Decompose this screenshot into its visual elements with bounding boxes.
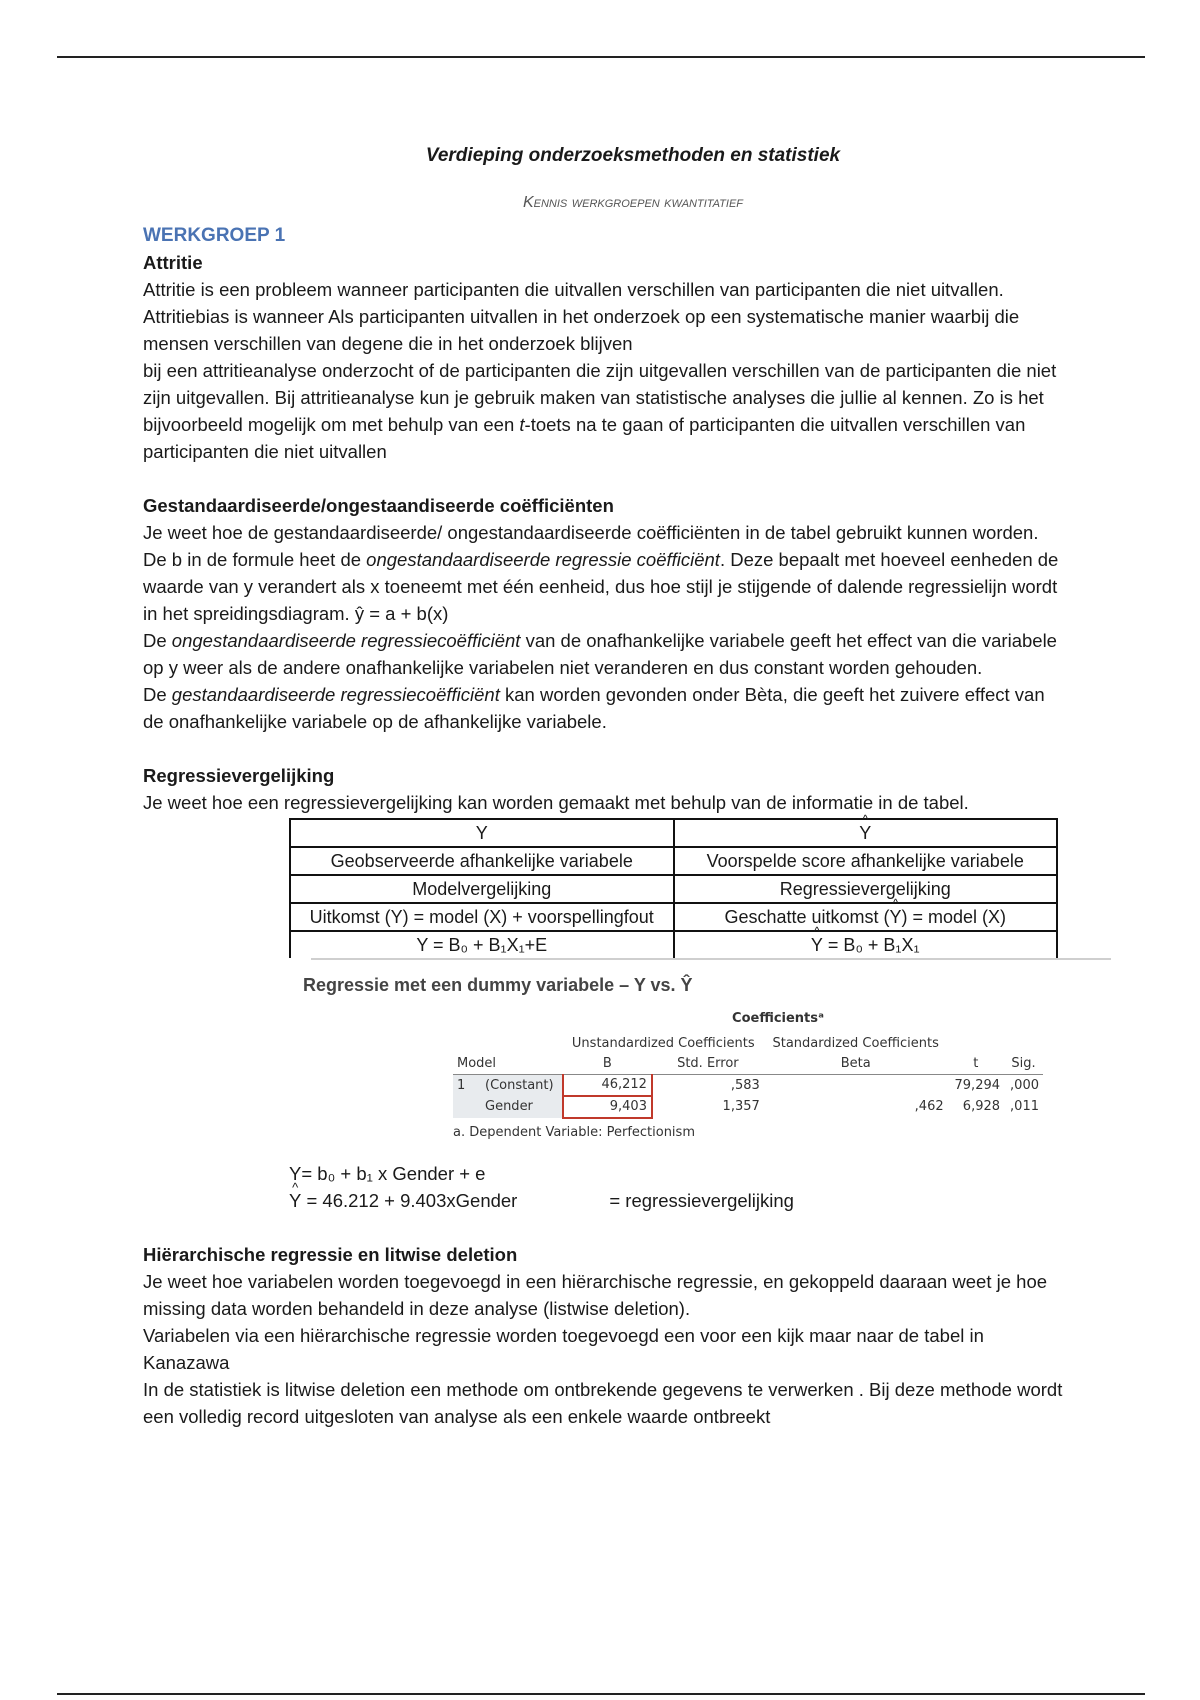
section-heading-coefficienten: Gestandaardiseerde/ongestaandiseerde coëfficiënten — [143, 495, 614, 516]
paragraph: Attritie is een probleem wanneer participanten die uitvallen verschillen van participanten die niet uitvallen. — [143, 279, 1004, 300]
paragraph: De gestandaardiseerde regressiecoëfficiënt kan worden gevonden onder Bèta, die geeft het zuivere effect van de onafhankelijke variabele op de afhankelijke variabele. — [143, 684, 1045, 732]
table-cell: Voorspelde score afhankelijke variabele — [674, 847, 1058, 875]
table-cell: 6,928 — [962, 1099, 1001, 1114]
bottom-rule — [57, 1693, 1145, 1695]
table-cell: Y — [290, 819, 674, 847]
spss-title: Coefficientsᵃ — [732, 1011, 824, 1026]
document-body — [143, 142, 1063, 1430]
spss-coefficients-table — [453, 1005, 1043, 1146]
slide-divider — [311, 958, 1111, 960]
table-cell: ,583 — [652, 1075, 764, 1097]
top-rule — [57, 56, 1145, 58]
slide-title: Regressie met een dummy variabele – Y vs. Ŷ — [303, 975, 693, 995]
equation-regression: ^ Y = 46.212 + 9.403xGender = regressievergelijking — [289, 1187, 1063, 1214]
table-row — [453, 1034, 1043, 1054]
document-title: Verdieping onderzoeksmethoden en statistiek — [425, 145, 841, 166]
spss-footnote: a. Dependent Variable: Perfectionism — [453, 1125, 695, 1140]
paragraph: De ongestandaardiseerde regressiecoëfficiënt van de onafhankelijke variabele geeft het effect van die variabele op y weer als de andere onafhankelijke variabelen niet veranderen en dus constant worden gehouden. — [143, 630, 1057, 678]
table-header: Sig. — [1011, 1056, 1036, 1071]
paragraph: Je weet hoe de gestandaardiseerde/ ongestandaardiseerde coëfficiënten in de tabel gebruikt kunnen worden. — [143, 522, 1039, 543]
equation-model: Y= b₀ + b₁ x Gender + e — [289, 1163, 486, 1184]
paragraph: In de statistiek is litwise deletion een methode om ontbrekende gegevens te verwerken . Bij deze methode wordt een volledig record uitgesloten van analyse als een enkele waarde ontbreekt — [143, 1379, 1063, 1427]
paragraph: Variabelen via een hiërarchische regressie worden toegevoegd een voor een kijk maar naar de tabel in Kanazawa — [143, 1325, 984, 1373]
table-header: Standardized Coefficients — [772, 1036, 939, 1051]
table-header: Model — [457, 1056, 497, 1071]
paragraph: Attritiebias is wanneer Als participanten uitvallen in het onderzoek op een systematische manier waarbij die mensen verschillen van degene die in het onderzoek blijven — [143, 306, 1020, 354]
table-header: Std. Error — [677, 1056, 739, 1071]
table-header: Unstandardized Coefficients — [571, 1036, 755, 1051]
document-subtitle: Kennis werkgroepen kwantitatief — [522, 194, 744, 211]
paragraph: bij een attritieanalyse onderzocht of de participanten die zijn uitgevallen verschillen van de participanten die niet zijn uitgevallen. Bij attritieanalyse kun je gebruik maken van statistische analyses die jullie al kennen. Zo is het bijvoorbeeld mogelijk om met behulp van een t-toets na te gaan of participanten die uitvallen verschillen van participanten die niet uitvallen — [143, 360, 1057, 462]
table-cell: ^ Y — [674, 819, 1058, 847]
section-heading-regressie: Regressievergelijking — [143, 765, 335, 786]
table-row: 1 (Constant) 46,212 ,583 79,294 ,000 — [453, 1075, 1043, 1097]
table-cell: Geschatte uitkomst (^ Y) = model (X) — [674, 903, 1058, 931]
table-row — [290, 819, 1057, 847]
table-cell: ,011 — [1010, 1099, 1039, 1114]
table-cell: ,462 — [914, 1099, 944, 1114]
table-header: Beta — [840, 1056, 871, 1071]
table-header: B — [602, 1056, 612, 1071]
equations — [289, 1160, 1063, 1214]
table-cell — [764, 1075, 948, 1097]
table-cell: Gender — [481, 1096, 563, 1118]
table-cell: 79,294 — [948, 1075, 1004, 1097]
table-cell: 9,403 — [563, 1096, 652, 1118]
table-cell: Regressievergelijking — [674, 875, 1058, 903]
paragraph: Je weet hoe variabelen worden toegevoegd in een hiërarchische regressie, en gekoppeld daaraan weet je hoe missing data worden behandeld in deze analyse (listwise deletion). — [143, 1271, 1048, 1319]
table-cell: ^ Y = B₀ + B₁X₁ — [674, 931, 1058, 958]
group-heading: WERKGROEP 1 — [143, 225, 286, 246]
section-heading-hierarchisch: Hiërarchische regressie en litwise deletion — [143, 1244, 518, 1265]
table-cell: 46,212 — [563, 1075, 652, 1097]
paragraph: Je weet hoe een regressievergelijking kan worden gemaakt met behulp van de informatie in de tabel. — [143, 792, 969, 813]
table-cell: 1,357 — [722, 1099, 760, 1114]
table-cell: (Constant) — [481, 1075, 563, 1097]
table-cell: Uitkomst (Y) = model (X) + voorspellingfout — [290, 903, 674, 931]
table-header: t — [973, 1056, 979, 1071]
table-row — [290, 847, 1057, 875]
table-row — [290, 903, 1057, 931]
comparison-table — [289, 818, 1058, 958]
table-row — [453, 1096, 1043, 1118]
table-cell: Geobserveerde afhankelijke variabele — [290, 847, 674, 875]
table-cell: Modelvergelijking — [290, 875, 674, 903]
table-row — [290, 875, 1057, 903]
table-cell: ,000 — [1004, 1075, 1043, 1097]
table-row — [290, 931, 1057, 958]
section-heading-attritie: Attritie — [143, 252, 203, 273]
table-row — [453, 1054, 1043, 1075]
paragraph: De b in de formule heet de ongestandaardiseerde regressie coëfficiënt. Deze bepaalt met hoeveel eenheden de waarde van y verandert als x toeneemt met één eenheid, dus hoe stijl je stijgende of dalende regressielijn wordt in het spreidingsdiagram. ŷ = a + b(x) — [143, 549, 1059, 624]
table-cell: Y = B₀ + B₁X₁+E — [290, 931, 674, 958]
